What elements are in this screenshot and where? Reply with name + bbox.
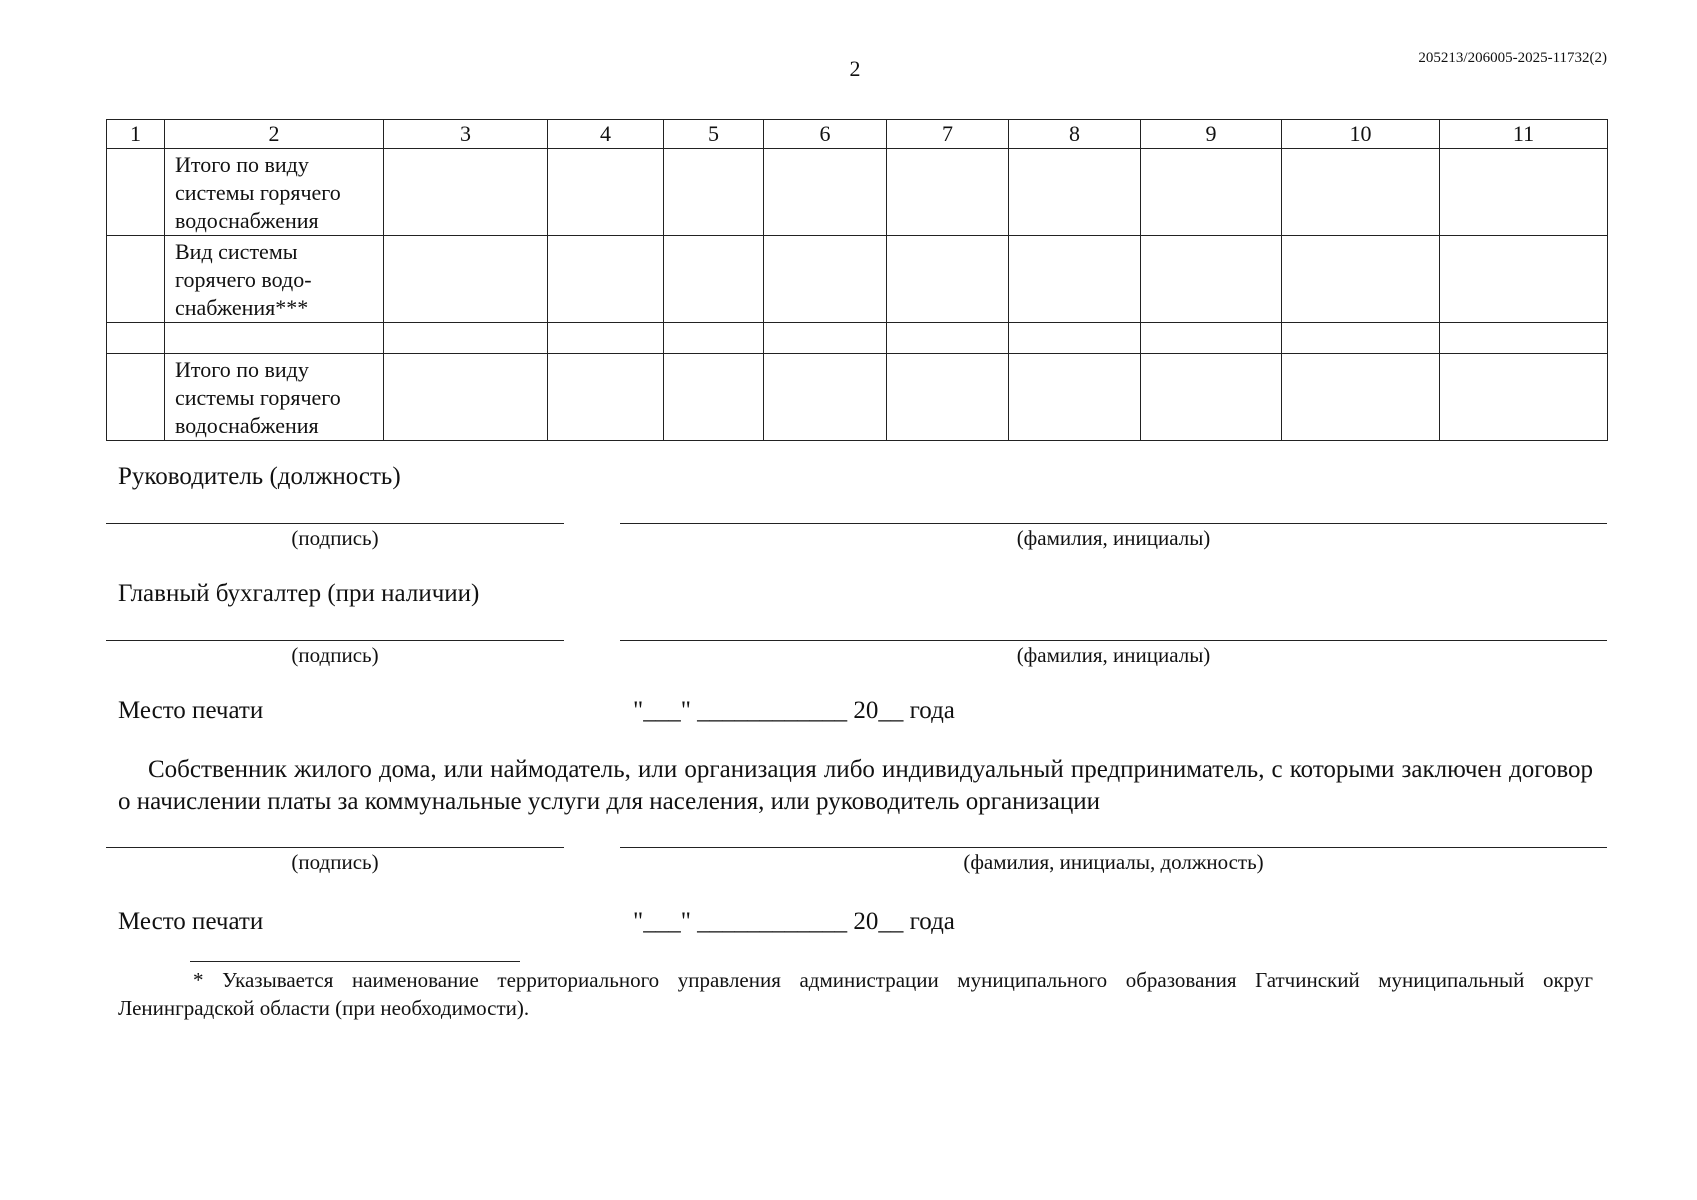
table-cell bbox=[548, 236, 664, 323]
owner-signature-line bbox=[106, 847, 564, 848]
table-cell bbox=[664, 236, 764, 323]
table-cell bbox=[664, 149, 764, 236]
row-label: Вид системы горячего водо-снабжения*** bbox=[165, 236, 384, 323]
table-cell bbox=[1282, 354, 1440, 441]
owner-statement: Собственник жилого дома, или наймодатель, или организация либо индивидуальный предприниматель, с которыми заключен договор о начислении платы за коммунальные услуги для населения, или руководитель организации bbox=[118, 756, 1593, 815]
head-name-line bbox=[620, 523, 1607, 524]
date-field: "___" ____________ 20__ года bbox=[633, 697, 955, 724]
table-cell bbox=[887, 236, 1009, 323]
table-cell bbox=[384, 354, 548, 441]
owner-signature-caption: (подпись) bbox=[291, 850, 379, 874]
table-header-row bbox=[107, 120, 1608, 149]
column-number: 4 bbox=[548, 120, 664, 149]
table-cell bbox=[1009, 236, 1141, 323]
document-code: 205213/206005-2025-11732(2) bbox=[1418, 50, 1607, 66]
head-title: Руководитель (должность) bbox=[118, 463, 401, 490]
footnote: * Указывается наименование территориального управления администрации муниципального образования Гатчинский муниципальный округ Ленинградской области (при необходимости). bbox=[118, 968, 1593, 1020]
table-cell bbox=[107, 149, 165, 236]
table-cell bbox=[664, 323, 764, 354]
head-name-caption: (фамилия, инициалы) bbox=[1016, 526, 1211, 550]
owner-name-caption: (фамилия, инициалы, должность) bbox=[963, 850, 1264, 874]
footnote-rule bbox=[190, 961, 520, 962]
table-row bbox=[107, 323, 1608, 354]
table-cell bbox=[1009, 354, 1141, 441]
accountant-signature-caption: (подпись) bbox=[291, 643, 379, 667]
table-cell bbox=[107, 236, 165, 323]
column-number: 8 bbox=[1009, 120, 1141, 149]
stamp-place: Место печати bbox=[118, 697, 264, 724]
table-cell bbox=[1009, 323, 1141, 354]
table-row bbox=[107, 236, 1608, 323]
accountant-name-line bbox=[620, 640, 1607, 641]
table-cell bbox=[764, 323, 887, 354]
table-cell bbox=[764, 236, 887, 323]
table-cell bbox=[384, 236, 548, 323]
table-cell bbox=[1282, 323, 1440, 354]
table-cell bbox=[548, 323, 664, 354]
column-number: 9 bbox=[1141, 120, 1282, 149]
table-cell bbox=[1141, 236, 1282, 323]
column-number: 11 bbox=[1440, 120, 1608, 149]
column-number: 6 bbox=[764, 120, 887, 149]
table-cell bbox=[107, 354, 165, 441]
accountant-title: Главный бухгалтер (при наличии) bbox=[118, 580, 480, 607]
date-field: "___" ____________ 20__ года bbox=[633, 908, 955, 935]
table-cell bbox=[1440, 149, 1608, 236]
table-cell bbox=[764, 354, 887, 441]
table-cell bbox=[1141, 354, 1282, 441]
column-number: 2 bbox=[165, 120, 384, 149]
table-row bbox=[107, 354, 1608, 441]
accountant-signature-line bbox=[106, 640, 564, 641]
table-cell bbox=[887, 323, 1009, 354]
table-cell bbox=[1141, 149, 1282, 236]
table-cell bbox=[384, 323, 548, 354]
table-row bbox=[107, 149, 1608, 236]
column-number: 3 bbox=[384, 120, 548, 149]
table-cell bbox=[1440, 323, 1608, 354]
table-cell bbox=[384, 149, 548, 236]
table-cell bbox=[664, 354, 764, 441]
table-cell bbox=[1282, 149, 1440, 236]
column-number: 10 bbox=[1282, 120, 1440, 149]
page-number: 2 bbox=[849, 56, 861, 81]
row-label: Итого по виду системы горячего водоснабжения bbox=[165, 149, 384, 236]
table-cell bbox=[764, 149, 887, 236]
table-cell bbox=[1282, 236, 1440, 323]
head-signature-caption: (подпись) bbox=[291, 526, 379, 550]
table-cell bbox=[548, 149, 664, 236]
column-number: 7 bbox=[887, 120, 1009, 149]
column-number: 1 bbox=[107, 120, 165, 149]
row-label: Итого по виду системы горячего водоснабжения bbox=[165, 354, 384, 441]
table-cell bbox=[1440, 354, 1608, 441]
column-number: 5 bbox=[664, 120, 764, 149]
table-cell bbox=[548, 354, 664, 441]
table-cell bbox=[887, 354, 1009, 441]
owner-name-line bbox=[620, 847, 1607, 848]
row-label bbox=[165, 323, 384, 354]
data-table bbox=[106, 119, 1608, 441]
stamp-place: Место печати bbox=[118, 908, 264, 935]
accountant-name-caption: (фамилия, инициалы) bbox=[1016, 643, 1211, 667]
table-cell bbox=[1141, 323, 1282, 354]
head-signature-line bbox=[106, 523, 564, 524]
table-cell bbox=[887, 149, 1009, 236]
table-cell bbox=[107, 323, 165, 354]
table-cell bbox=[1440, 236, 1608, 323]
table-cell bbox=[1009, 149, 1141, 236]
